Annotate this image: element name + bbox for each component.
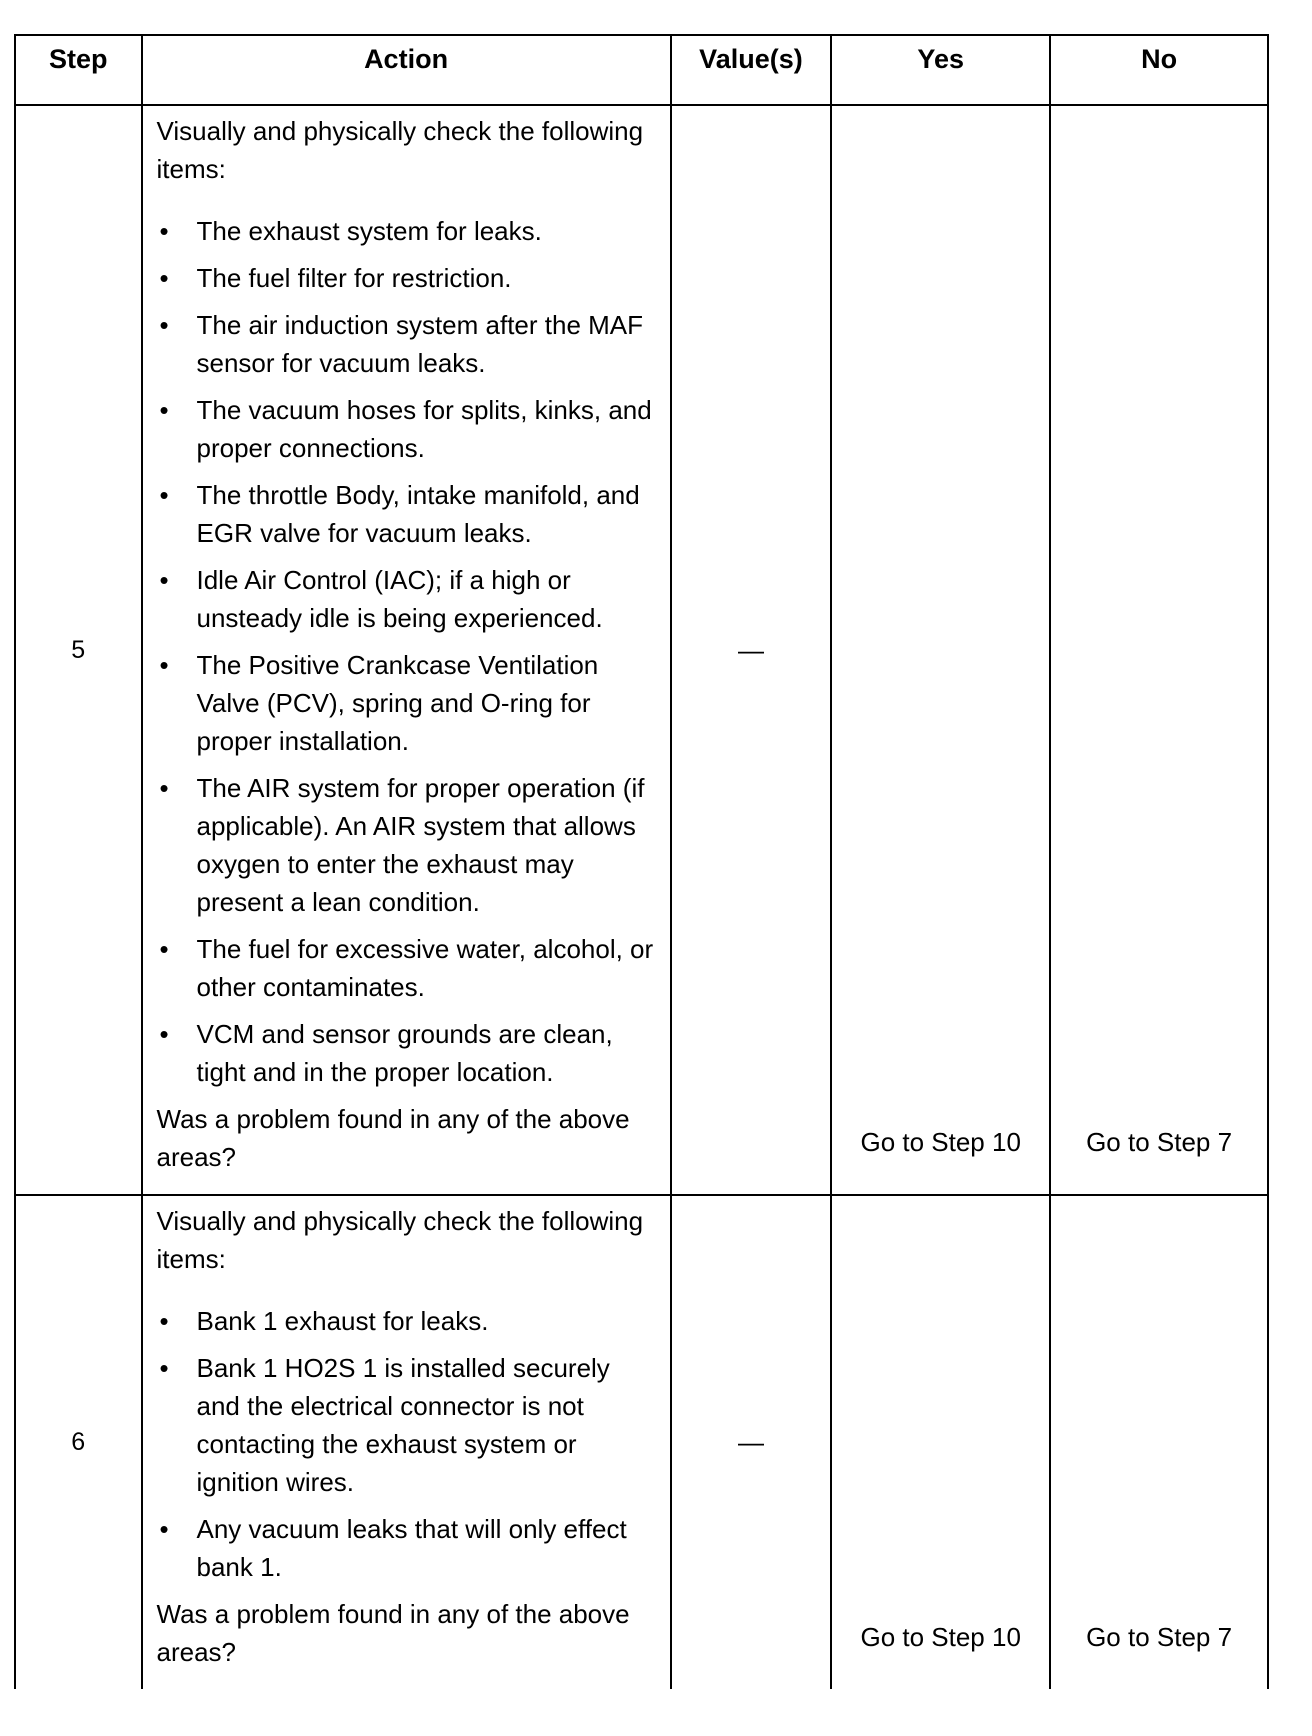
action-question: Was a problem found in any of the above areas? <box>156 1104 630 1172</box>
header-no: No <box>1050 35 1268 105</box>
list-item: • The Positive Crankcase Ventilation Valve (PCV), spring and O-ring for proper installation. <box>157 646 654 760</box>
list-item: • The throttle Body, intake manifold, and EGR valve for vacuum leaks. <box>157 476 654 552</box>
header-yes: Yes <box>831 35 1050 105</box>
header-values: Value(s) <box>671 35 832 105</box>
list-item: • The air induction system after the MAF sensor for vacuum leaks. <box>157 306 654 382</box>
yes-target: Go to Step 10 <box>860 1622 1021 1652</box>
yes-target: Go to Step 10 <box>860 1127 1021 1157</box>
list-item: • Idle Air Control (IAC); if a high or unsteady idle is being experienced. <box>157 561 654 637</box>
table-row-step-5 <box>15 105 1268 1195</box>
list-item: • The fuel for excessive water, alcohol, or other contaminates. <box>157 930 654 1006</box>
step-number: 6 <box>15 1195 142 1689</box>
action-cell <box>142 1195 671 1689</box>
no-cell <box>1050 105 1268 1195</box>
action-question: Was a problem found in any of the above areas? <box>156 1599 630 1667</box>
list-item: • The vacuum hoses for splits, kinks, and proper connections. <box>157 391 654 467</box>
action-intro: Visually and physically check the following items: <box>156 1206 644 1274</box>
value-cell: — <box>671 1195 832 1689</box>
list-item: • Bank 1 HO2S 1 is installed securely and the electrical connector is not contacting the exhaust system or ignition wires. <box>157 1349 654 1501</box>
value-cell: — <box>671 105 832 1195</box>
check-list <box>157 212 654 1091</box>
yes-cell <box>831 1195 1050 1689</box>
no-target: Go to Step 7 <box>1086 1127 1233 1157</box>
yes-cell <box>831 105 1050 1195</box>
list-item: • Any vacuum leaks that will only effect bank 1. <box>157 1510 654 1586</box>
list-item: • The fuel filter for restriction. <box>157 259 654 297</box>
header-row <box>15 35 1268 105</box>
header-step: Step <box>15 35 142 105</box>
action-cell <box>142 105 671 1195</box>
list-item: • VCM and sensor grounds are clean, tight and in the proper location. <box>157 1015 654 1091</box>
no-cell <box>1050 1195 1268 1689</box>
step-number: 5 <box>15 105 142 1195</box>
table-row-step-6 <box>15 1195 1268 1689</box>
header-action: Action <box>142 35 671 105</box>
action-intro: Visually and physically check the following items: <box>156 116 644 184</box>
diagnostic-table <box>14 34 1269 1689</box>
list-item: • The exhaust system for leaks. <box>157 212 654 250</box>
no-target: Go to Step 7 <box>1086 1622 1233 1652</box>
check-list <box>157 1302 654 1586</box>
list-item: • The AIR system for proper operation (if applicable). An AIR system that allows oxygen to enter the exhaust may present a lean condition. <box>157 769 654 921</box>
list-item: • Bank 1 exhaust for leaks. <box>157 1302 654 1340</box>
